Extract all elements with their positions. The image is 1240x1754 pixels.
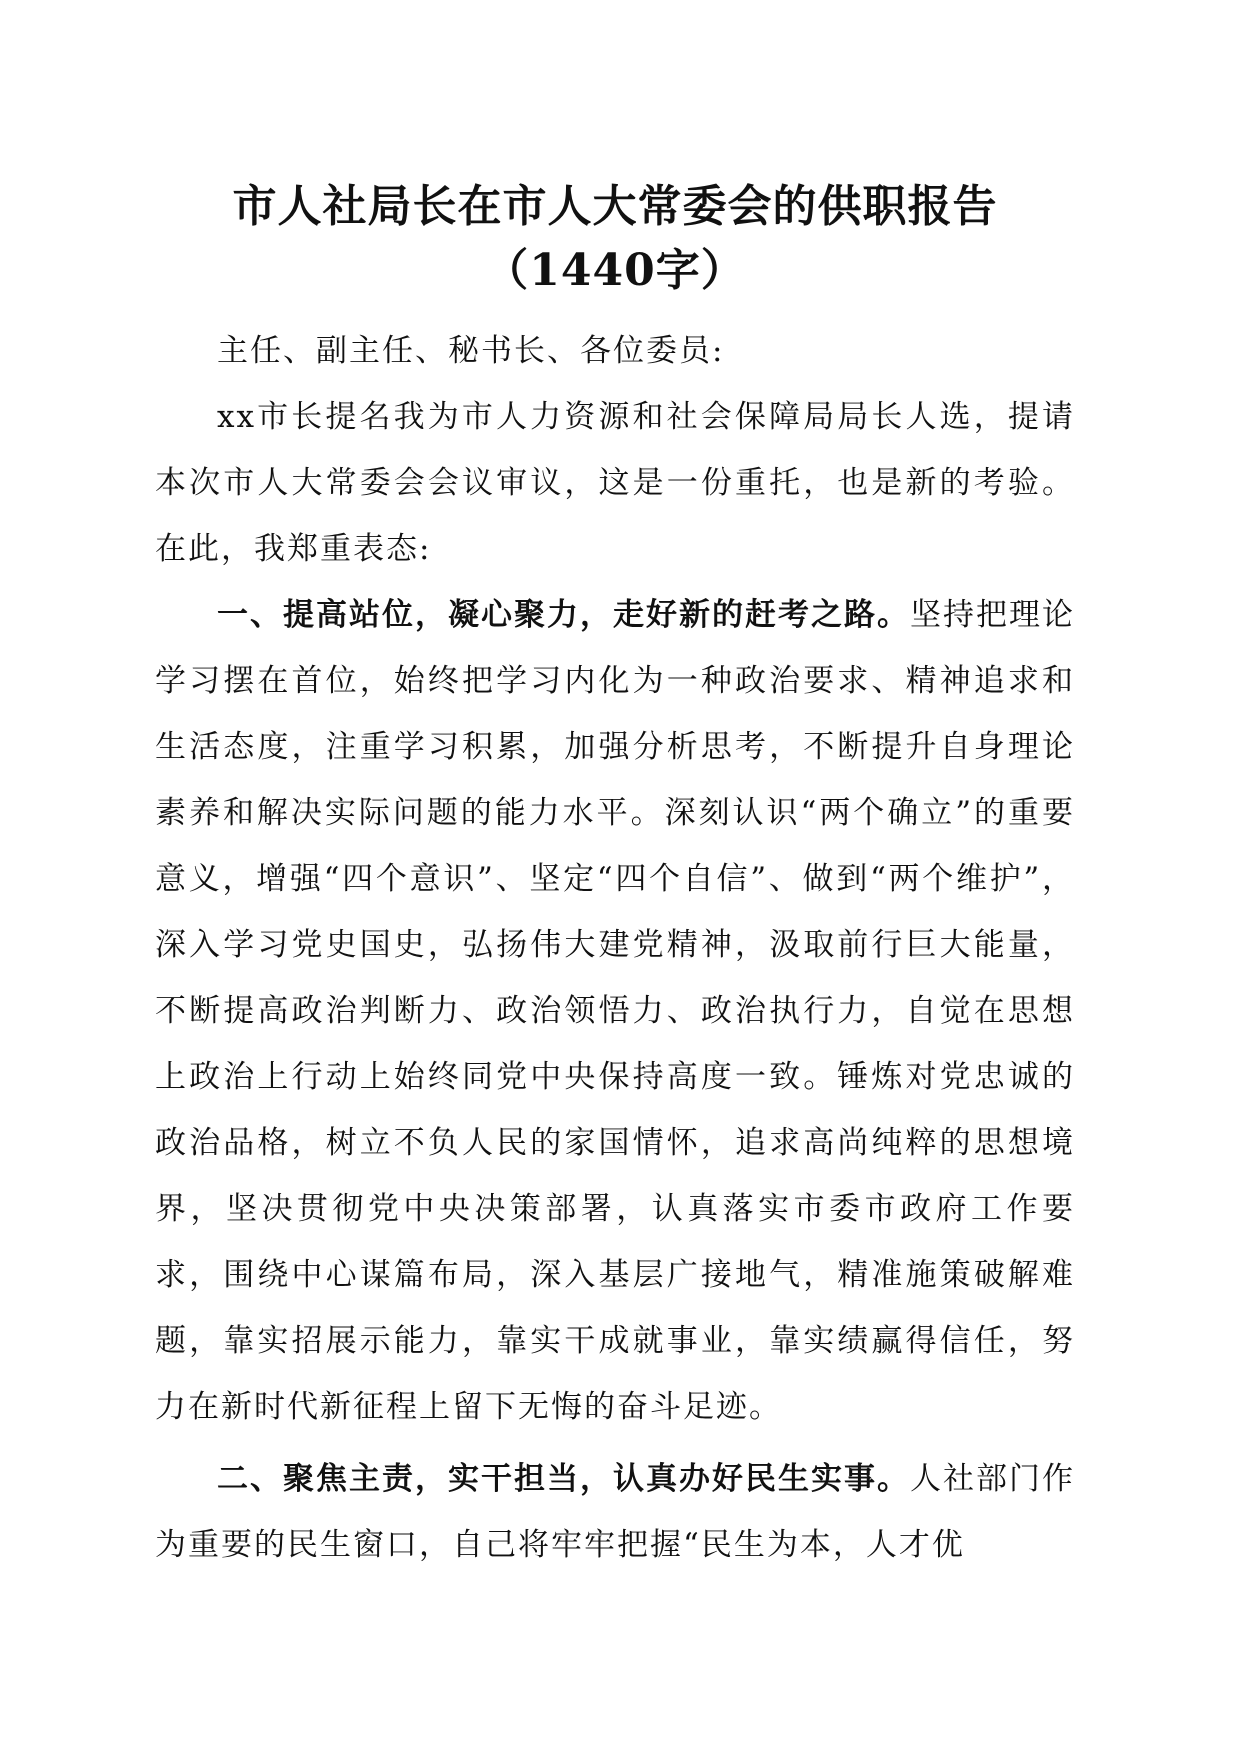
section-paragraph-2 xyxy=(155,1446,1075,1578)
salutation: 主任、副主任、秘书长、各位委员: xyxy=(217,333,725,369)
intro-paragraph: xx市长提名我为市人力资源和社会保障局局长人选，提请本次市人大常委会会议审议，这是一份重托，也是新的考验。在此，我郑重表态: xyxy=(155,399,1075,567)
section-text-2: 人社部门作为重要的民生窗口，自己将牢牢把握“民生为本，人才优 xyxy=(155,1461,1075,1563)
document-body xyxy=(155,318,1075,1578)
document-title: 市人社局长在市人大常委会的供职报告（1440字） xyxy=(232,181,998,296)
section-text-1: 坚持把理论学习摆在首位，始终把学习内化为一种政治要求、精神追求和生活态度，注重学习积累，加强分析思考，不断提升自身理论素养和解决实际问题的能力水平。深刻认识“两个确立”的重要意义，增强“四个意识”、坚定“四个自信”、做到“两个维护”，深入学习党史国史，弘扬伟大建党精神，汲取前行巨大能量，不断提高政治判断力、政治领悟力、政治执行力，自觉在思想上政治上行动上始终同党中央保持高度一致。锤炼对党忠诚的政治品格，树立不负人民的家国情怀，追求高尚纯粹的思想境界，坚决贯彻党中央决策部署，认真落实市委市政府工作要求，围绕中心谋篇布局，深入基层广接地气，精准施策破解难题，靠实招展示能力，靠实干成就事业，靠实绩赢得信任，努力在新时代新征程上留下无悔的奋斗足迹。 xyxy=(155,597,1075,1425)
section-heading-1: 一、提高站位，凝心聚力，走好新的赶考之路。 xyxy=(217,597,910,633)
section-heading-2: 二、聚焦主责，实干担当，认真办好民生实事。 xyxy=(217,1461,910,1497)
section-paragraph-1 xyxy=(155,582,1075,1440)
